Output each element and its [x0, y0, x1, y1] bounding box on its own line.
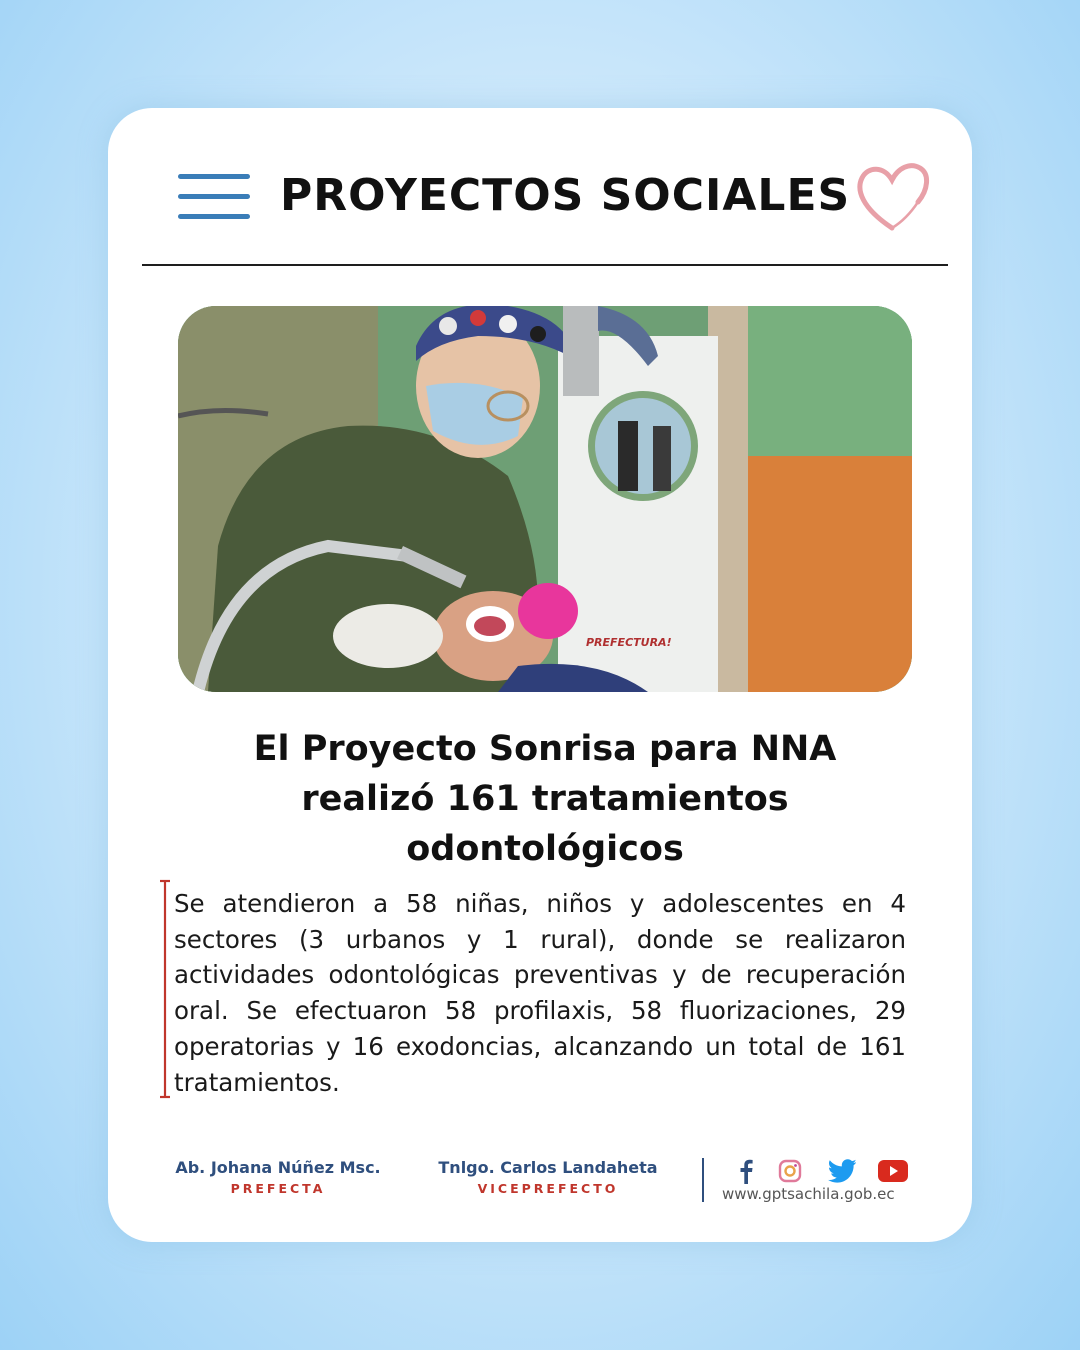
quote-bracket-icon: [158, 878, 172, 1100]
dental-treatment-photo: [178, 306, 912, 692]
youtube-icon[interactable]: [878, 1160, 908, 1182]
headline-line-1: El Proyecto Sonrisa para NNA: [253, 729, 837, 769]
headline-line-2: realizó 161 tratamientos: [301, 779, 789, 819]
signature-role: VICEPREFECTO: [477, 1181, 619, 1196]
article-headline: [148, 724, 942, 874]
banner-text: PREFECTURA!: [586, 636, 672, 649]
signature-name: Tnlgo. Carlos Landaheta: [438, 1158, 658, 1177]
website-link[interactable]: www.gptsachila.gob.ec: [722, 1185, 895, 1203]
article-body: Se atendieron a 58 niñas, niños y adolescentes en 4 sectores (3 urbanos y 1 rural), donde se realizaron actividades odontológicas preventivas y de recuperación oral. Se efectuaron 58 profilaxis, 58 fluorizaciones, 29 operatorias y 16 exodoncias, alcanzando un total de 161 tratamientos.: [174, 889, 906, 1097]
header-divider: [142, 264, 948, 266]
twitter-icon[interactable]: [828, 1159, 856, 1183]
hamburger-menu-icon[interactable]: [178, 172, 250, 224]
section-title: PROYECTOS SOCIALES: [280, 170, 851, 221]
content-card: [108, 108, 972, 1242]
social-links: [732, 1158, 908, 1186]
signature-role: PREFECTA: [230, 1181, 326, 1196]
instagram-icon[interactable]: [778, 1159, 802, 1183]
signature-viceprefecto: [428, 1158, 668, 1196]
signature-prefecta: [168, 1158, 388, 1196]
heart-outline-icon: [852, 160, 932, 234]
headline-line-3: odontológicos: [406, 829, 684, 869]
footer-divider: [702, 1158, 704, 1202]
facebook-icon[interactable]: [738, 1158, 754, 1184]
signature-name: Ab. Johana Núñez Msc.: [175, 1158, 381, 1177]
